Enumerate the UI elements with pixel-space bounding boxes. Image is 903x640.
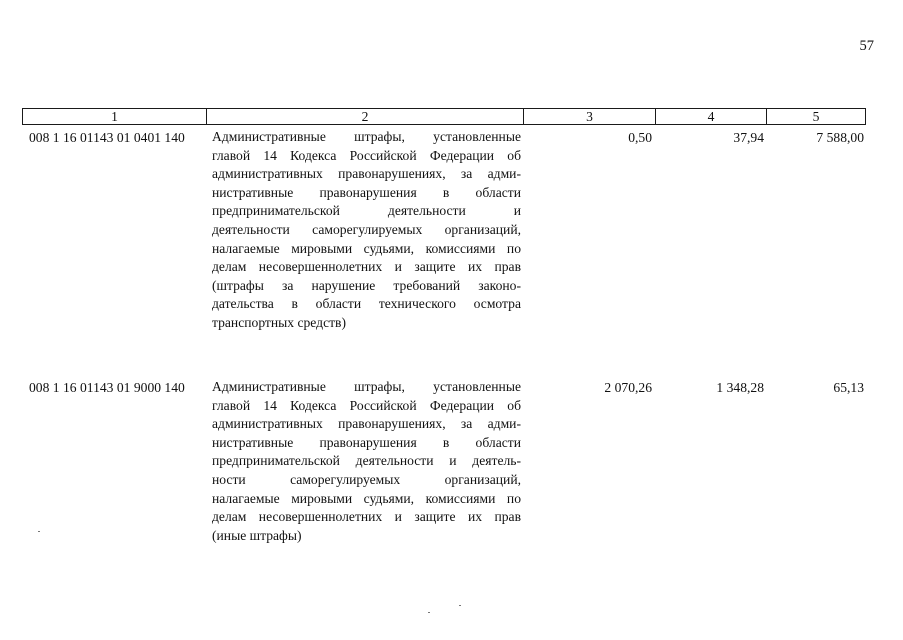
description-line: (штрафы за нарушение требований законо- — [212, 277, 521, 293]
description-line: транспортных средств) — [212, 314, 346, 330]
column-header-5: 5 — [812, 109, 820, 124]
scan-speck — [428, 612, 430, 613]
row-description — [212, 128, 521, 333]
column-header-1: 1 — [111, 109, 118, 124]
description-line: административных правонарушениях, за адми- — [212, 416, 521, 432]
description-line: главой 14 Кодекса Российской Федерации об — [212, 397, 521, 413]
description-line: дательства в области технического осмотра — [212, 296, 521, 312]
description-line: предпринимательской деятельности и — [212, 203, 521, 219]
page-number: 57 — [859, 38, 874, 54]
row-description — [212, 378, 521, 545]
budget-code: 008 1 16 01143 01 0401 140 — [29, 130, 185, 145]
description-line: предпринимательской деятельности и деятель- — [212, 453, 521, 469]
description-line: делам несовершеннолетних и защите их прав — [212, 509, 521, 525]
value-col3: 0,50 — [628, 130, 652, 145]
description-line: (иные штрафы) — [212, 527, 302, 543]
value-col5: 65,13 — [833, 380, 864, 395]
value-col4: 37,94 — [733, 130, 764, 145]
column-header-3: 3 — [586, 109, 593, 124]
scan-speck — [459, 605, 461, 606]
column-header-4: 4 — [707, 109, 715, 124]
value-col4: 1 348,28 — [716, 380, 764, 395]
value-col5: 7 588,00 — [816, 130, 864, 145]
description-line: нистративные правонарушения в области — [212, 184, 521, 200]
description-line: Административные штрафы, установленные — [212, 379, 521, 394]
description-line: нистративные правонарушения в области — [212, 434, 521, 450]
column-header-2: 2 — [361, 109, 369, 124]
description-line: главой 14 Кодекса Российской Федерации об — [212, 147, 521, 163]
value-col3: 2 070,26 — [604, 380, 652, 395]
description-line: Административные штрафы, установленные — [212, 129, 521, 144]
budget-code: 008 1 16 01143 01 9000 140 — [29, 380, 185, 395]
column-header-table — [22, 108, 866, 125]
description-line: ности саморегулируемых организаций, — [212, 471, 521, 487]
description-line: делам несовершеннолетних и защите их прав — [212, 259, 521, 275]
description-line: административных правонарушениях, за адми- — [212, 166, 521, 182]
scan-speck — [38, 531, 40, 532]
description-line: налагаемые мировыми судьями, комиссиями по — [212, 490, 521, 506]
description-line: налагаемые мировыми судьями, комиссиями по — [212, 240, 521, 256]
description-line: деятельности саморегулируемых организаций, — [212, 221, 521, 237]
